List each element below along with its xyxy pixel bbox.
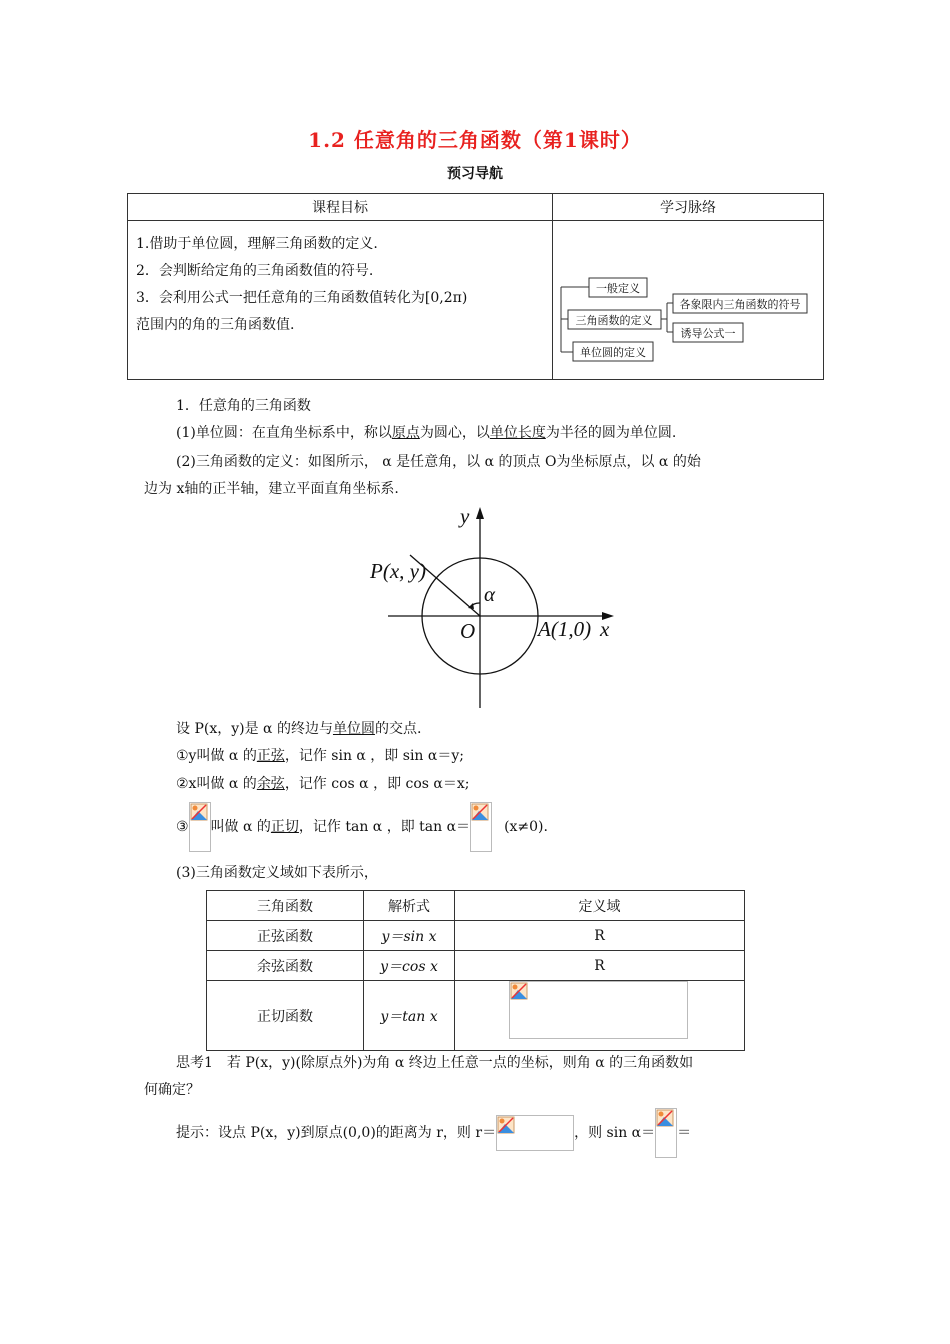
broken-image-icon xyxy=(497,1116,515,1134)
text-run: (1)单位圆：在直角坐标系中，称以 xyxy=(176,425,392,441)
broken-image-icon xyxy=(190,803,208,821)
origin-label: O xyxy=(460,619,476,643)
text-run: 的交点. xyxy=(374,721,422,737)
domain-header: 解析式 xyxy=(364,891,455,921)
label-formula-one: 诱导公式一 xyxy=(680,327,736,340)
table-cell: R xyxy=(455,951,745,981)
tangent-definition xyxy=(176,802,548,852)
label-trig-def: 三角函数的定义 xyxy=(575,314,653,327)
underlined-term: 余弦 xyxy=(256,776,285,792)
broken-image-icon xyxy=(510,982,528,1000)
unit-circle-definition xyxy=(176,422,676,444)
context-diagram-cell xyxy=(553,221,824,380)
cosine-definition xyxy=(176,773,470,795)
label-signs: 各象限内三角函数的符号 xyxy=(679,298,801,311)
underlined-term: 正弦 xyxy=(256,748,285,764)
table-cell: y＝cos x xyxy=(364,951,455,981)
broken-image-icon xyxy=(656,1109,674,1127)
text-run: 叫做 α 的 xyxy=(210,819,271,835)
text-run: ，记作 cos α ，即 cos α＝x; xyxy=(284,776,470,792)
intersection-intro xyxy=(176,718,421,740)
underlined-term: 原点 xyxy=(391,425,420,441)
definition-line-2: 边为 x轴的正半轴，建立平面直角坐标系. xyxy=(144,481,399,497)
text-run: ①y叫做 α 的 xyxy=(176,748,257,764)
missing-image-placeholder xyxy=(655,1108,677,1158)
table-cell: R xyxy=(455,921,745,951)
underlined-term: 单位圆 xyxy=(332,721,375,737)
page-title: 1.2 任意角的三角函数（第1课时） xyxy=(308,128,642,152)
text-run: ②x叫做 α 的 xyxy=(176,776,257,792)
underlined-term: 单位长度 xyxy=(489,425,546,441)
text-run: ，则 sin α＝ xyxy=(574,1125,656,1141)
think-question-line-1: 思考1 若 P(x，y)(除原点外)为角 α 终边上任意一点的坐标，则角 α 的三角函数如 xyxy=(176,1055,694,1071)
table-cell: y＝tan x xyxy=(364,981,455,1051)
table-row xyxy=(207,921,745,951)
definition-line-1: (2)三角函数的定义：如图所示， α 是任意角，以 α 的顶点 O为坐标原点，以 α 的始 xyxy=(176,454,701,470)
text-run: 提示：设点 P(x，y)到原点(0,0)的距离为 r，则 r＝ xyxy=(176,1125,497,1141)
guide-table xyxy=(127,193,824,380)
domain-header: 三角函数 xyxy=(207,891,364,921)
section-heading: 1．任意角的三角函数 xyxy=(176,398,311,414)
text-run: ＝ xyxy=(677,1125,692,1141)
hint-line xyxy=(176,1108,691,1158)
text-run: ③ xyxy=(176,819,189,835)
label-general-def: 一般定义 xyxy=(596,282,640,295)
table-cell: y＝sin x xyxy=(364,921,455,951)
unit-circle-figure xyxy=(360,505,625,715)
sine-definition xyxy=(176,745,464,767)
domain-table xyxy=(206,890,745,1051)
y-axis-label: y xyxy=(460,505,470,528)
table-cell: 正弦函数 xyxy=(207,921,364,951)
table-cell: 正切函数 xyxy=(207,981,364,1051)
guide-header-goals: 课程目标 xyxy=(128,194,553,221)
missing-image-placeholder xyxy=(509,981,688,1039)
goal-item: 2．会判断给定角的三角函数值的符号. xyxy=(136,263,374,279)
domain-intro: (3)三角函数定义域如下表所示， xyxy=(176,865,378,881)
missing-image-placeholder xyxy=(496,1115,574,1151)
goal-item: 3．会利用公式一把任意角的三角函数值转化为[0,2π) xyxy=(136,290,468,306)
missing-image-placeholder xyxy=(189,802,211,852)
goal-item: 范围内的角的三角函数值. xyxy=(136,317,295,333)
point-a-label: A(1,0) xyxy=(538,617,592,641)
broken-image-icon xyxy=(471,803,489,821)
section-subtitle: 预习导航 xyxy=(447,166,503,182)
guide-header-context: 学习脉络 xyxy=(553,194,824,221)
underlined-term: 正切 xyxy=(270,819,299,835)
label-unit-circle-def: 单位圆的定义 xyxy=(580,346,646,359)
table-row xyxy=(207,981,745,1051)
goals-cell xyxy=(128,221,553,380)
think-question-line-2: 何确定？ xyxy=(144,1082,200,1098)
table-cell: 余弦函数 xyxy=(207,951,364,981)
text-run: 为圆心，以 xyxy=(419,425,490,441)
table-cell xyxy=(455,981,745,1051)
alpha-label: α xyxy=(484,582,496,606)
domain-header: 定义域 xyxy=(455,891,745,921)
point-p-label: P(x, y) xyxy=(370,559,426,583)
missing-image-placeholder xyxy=(470,802,492,852)
text-run: ，记作 sin α ，即 sin α＝y; xyxy=(284,748,464,764)
x-axis-label: x xyxy=(600,617,610,641)
goal-item: 1.借助于单位圆，理解三角函数的定义. xyxy=(136,236,378,252)
context-diagram xyxy=(553,224,823,372)
text-run: 设 P(x，y)是 α 的终边与 xyxy=(176,721,333,737)
text-run: 为半径的圆为单位圆. xyxy=(545,425,677,441)
text-run: ，记作 tan α ，即 tan α＝ xyxy=(298,819,471,835)
text-run: (x≠0). xyxy=(504,819,548,835)
y-arrow xyxy=(476,507,484,519)
table-row xyxy=(207,951,745,981)
